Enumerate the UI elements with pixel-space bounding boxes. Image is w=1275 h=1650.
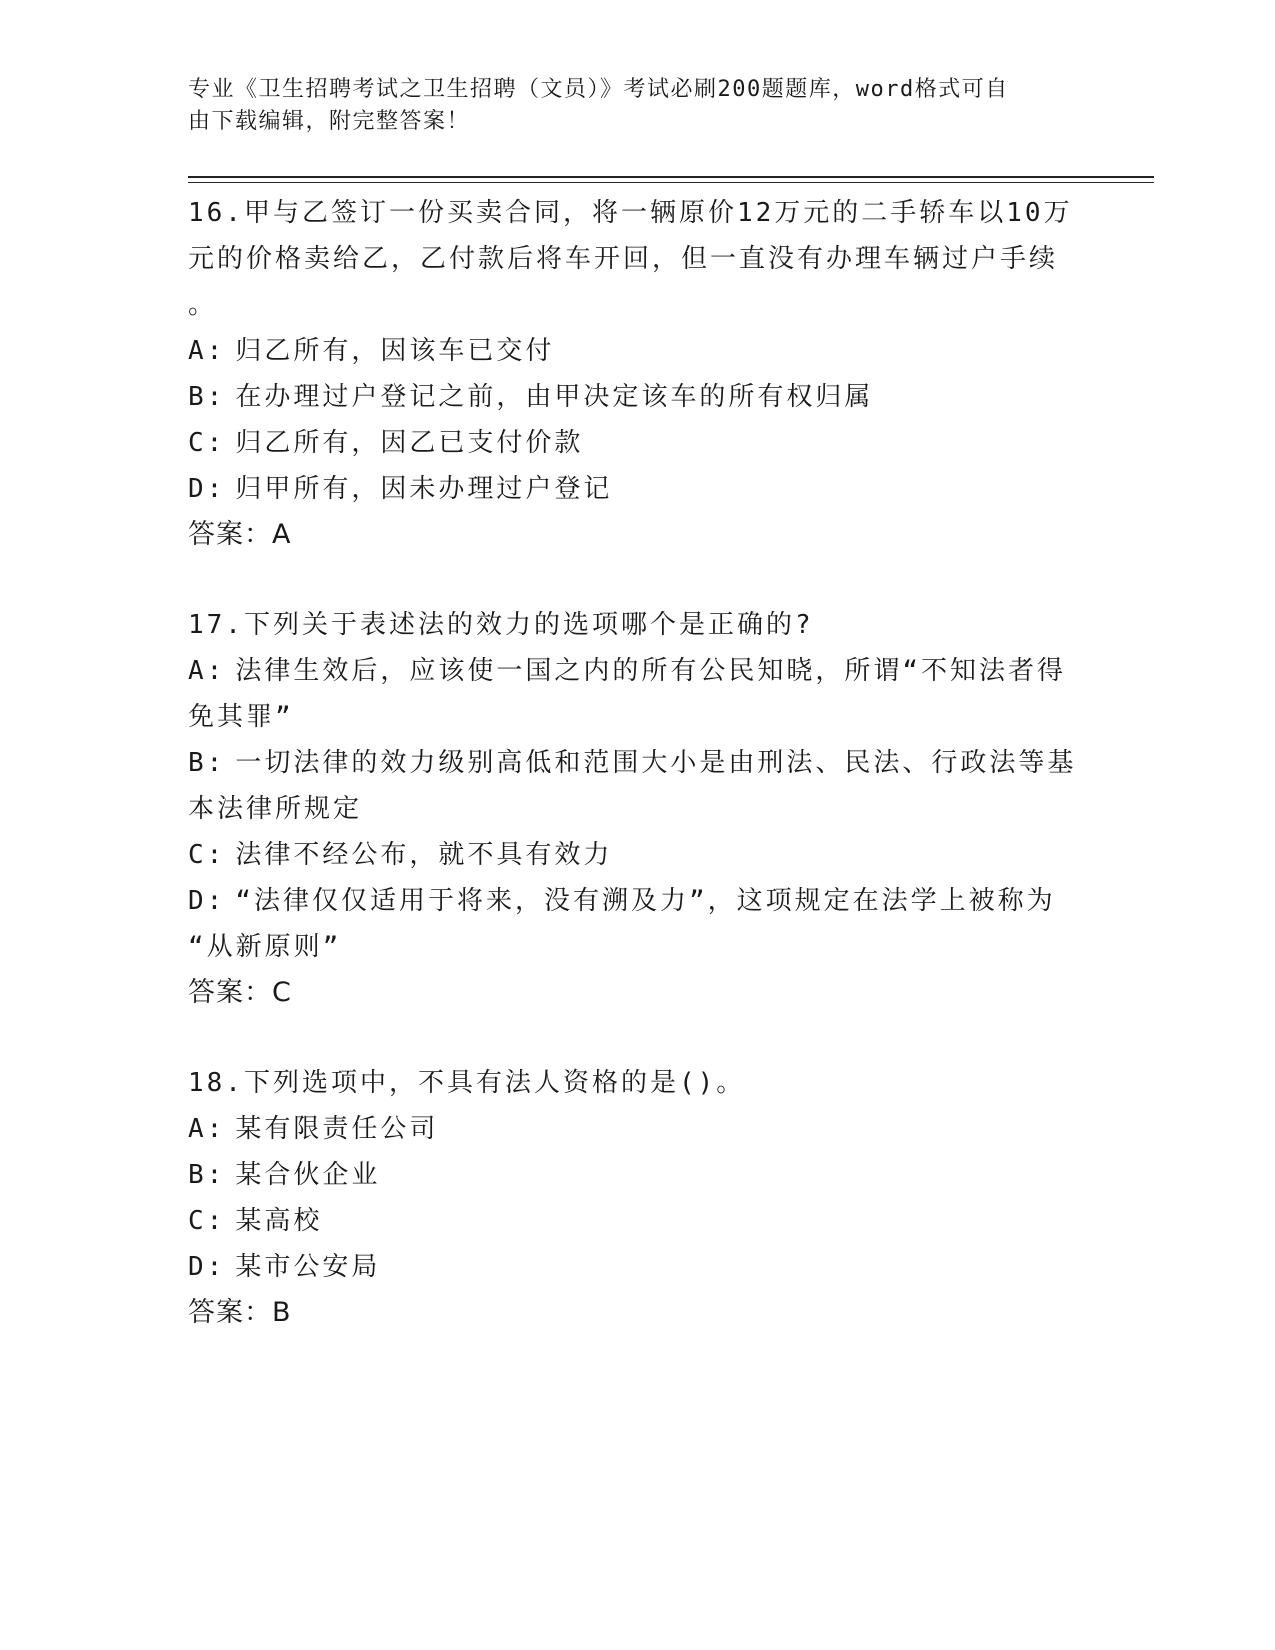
question-list bbox=[188, 190, 1078, 1336]
option-c: C: 法律不经公布，就不具有效力 bbox=[188, 840, 613, 870]
option-a: A: 归乙所有，因该车已交付 bbox=[188, 336, 555, 366]
question-text: 16.甲与乙签订一份买卖合同，将一辆原价12万元的二手轿车以10万 bbox=[188, 198, 1073, 228]
answer: 答案：B bbox=[188, 1297, 292, 1328]
option-d: D: 某市公安局 bbox=[188, 1252, 381, 1282]
question-text-cont: 。 bbox=[188, 290, 218, 320]
header-line-1: 专业《卫生招聘考试之卫生招聘（文员）》考试必刷200题题库，word格式可自 bbox=[188, 77, 1009, 102]
option-c: C: 某高校 bbox=[188, 1206, 323, 1236]
question-text: 18.下列选项中，不具有法人资格的是()。 bbox=[188, 1068, 746, 1098]
header-divider-thin bbox=[188, 182, 1154, 183]
option-a: A: 某有限责任公司 bbox=[188, 1114, 439, 1144]
option-d: D: “法律仅仅适用于将来，没有溯及力”，这项规定在法学上被称为 bbox=[188, 886, 1056, 916]
answer: 答案：C bbox=[188, 977, 292, 1008]
option-d-cont: “从新原则” bbox=[188, 932, 342, 962]
option-b: B: 某合伙企业 bbox=[188, 1160, 381, 1190]
question-text-cont: 元的价格卖给乙，乙付款后将车开回，但一直没有办理车辆过户手续 bbox=[188, 244, 1059, 274]
option-b: B: 一切法律的效力级别高低和范围大小是由刑法、民法、行政法等基 bbox=[188, 748, 1077, 778]
option-b-cont: 本法律所规定 bbox=[188, 794, 363, 824]
option-a: A: 法律生效后，应该使一国之内的所有公民知晓，所谓“不知法者得 bbox=[188, 656, 1066, 686]
question-17 bbox=[188, 602, 1078, 1016]
document-header bbox=[188, 74, 1068, 138]
header-line-2: 由下载编辑，附完整答案！ bbox=[188, 109, 471, 134]
question-16 bbox=[188, 190, 1078, 558]
question-18 bbox=[188, 1060, 1078, 1336]
option-c: C: 归乙所有，因乙已支付价款 bbox=[188, 428, 584, 458]
option-d: D: 归甲所有，因未办理过户登记 bbox=[188, 474, 613, 504]
question-text: 17.下列关于表述法的效力的选项哪个是正确的? bbox=[188, 610, 814, 640]
header-divider bbox=[188, 176, 1154, 178]
answer: 答案：A bbox=[188, 519, 292, 550]
option-a-cont: 免其罪” bbox=[188, 702, 294, 732]
option-b: B: 在办理过户登记之前，由甲决定该车的所有权归属 bbox=[188, 382, 874, 412]
